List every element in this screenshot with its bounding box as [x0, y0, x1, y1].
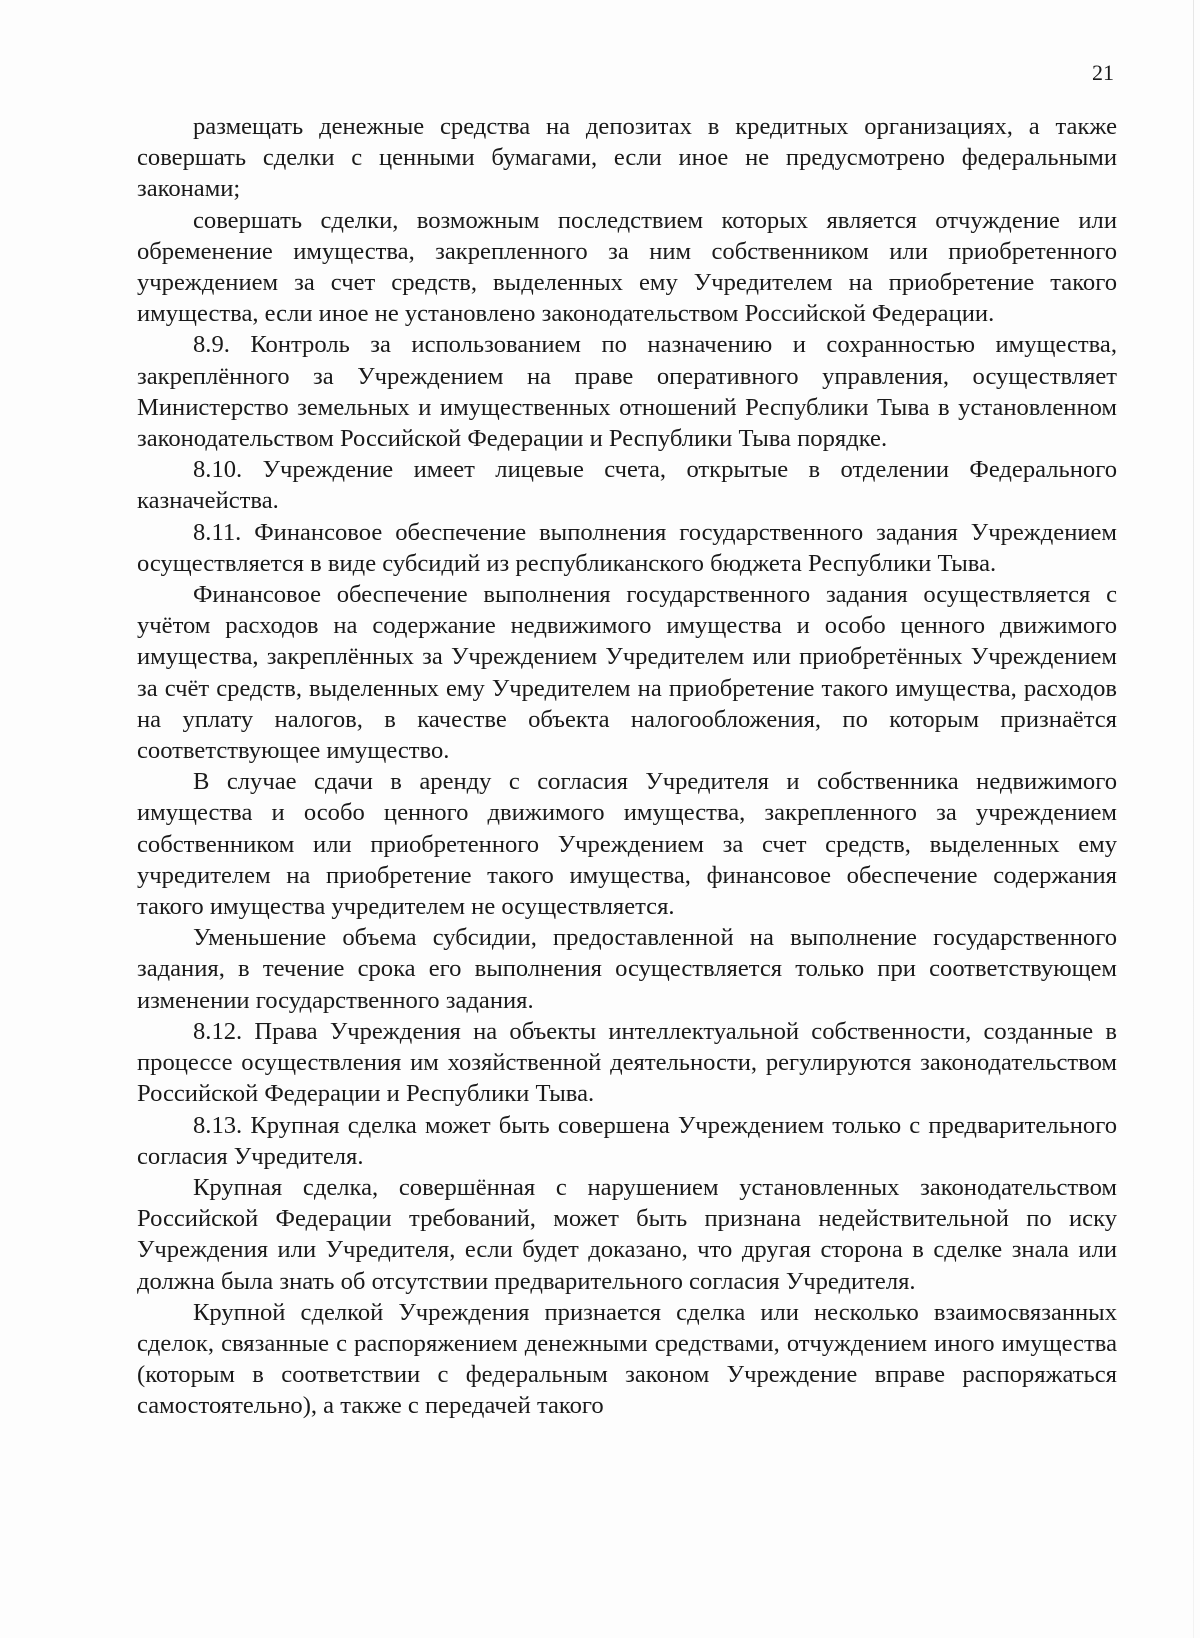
- page-number: 21: [1092, 60, 1114, 85]
- document-body: [137, 111, 1117, 1422]
- paragraph-subsidy-reduction: Уменьшение объема субсидии, предоставленной на выполнение государственного задания, в течение срока его выполнения осуществляется только при соответствующем изменении государственного задания.: [137, 924, 1117, 1014]
- paragraph-8-9: 8.9. Контроль за использованием по назначению и сохранностью имущества, закреплённого за Учреждением на праве оперативного управления, осуществляет Министерство земельных и имущественных отношений Республики Тыва в установленном законодательством Российской Федерации и Республики Тыва порядке.: [137, 331, 1117, 453]
- paragraph-major-deal-definition: Крупной сделкой Учреждения признается сделка или несколько взаимосвязанных сделок, связанные с распоряжением денежными средствами, отчуждением иного имущества (которым в соответствии с федеральным законом Учреждение вправе распоряжаться самостоятельно), а также с передачей такого: [137, 1298, 1117, 1420]
- paragraph-8-12: 8.12. Права Учреждения на объекты интеллектуальной собственности, созданные в процессе осуществления им хозяйственной деятельности, регулируются законодательством Российской Федерации и Республики Тыва.: [137, 1017, 1117, 1108]
- paragraph-deposits: размещать денежные средства на депозитах в кредитных организациях, а также совершать сделки с ценными бумагами, если иное не предусмотрено федеральными законами;: [137, 113, 1117, 203]
- paragraph-major-deal-invalid: Крупная сделка, совершённая с нарушением установленных законодательством Российской Федерации требований, может быть признана недействительной по иску Учреждения или Учредителя, если будет доказано, что другая сторона в сделке знала или должна была знать об отсутствии предварительного согласия Учредителя.: [137, 1173, 1117, 1295]
- paragraph-financing: Финансовое обеспечение выполнения государственного задания осуществляется с учётом расходов на содержание недвижимого имущества и особо ценного движимого имущества, закреплённых за Учреждением Учредителем или приобретённых Учреждением за счёт средств, выделенных ему Учредителем на приобретение такого имущества, расходов на уплату налогов, в качестве объекта налогообложения, по которым признаётся соответствующее имущество.: [137, 581, 1117, 765]
- scan-edge: [1193, 0, 1194, 1638]
- paragraph-8-13: 8.13. Крупная сделка может быть совершена Учреждением только с предварительного согласия Учредителя.: [137, 1111, 1117, 1170]
- paragraph-8-11: 8.11. Финансовое обеспечение выполнения государственного задания Учреждением осуществляется в виде субсидий из республиканского бюджета Республики Тыва.: [137, 518, 1117, 577]
- paragraph-8-10: 8.10. Учреждение имеет лицевые счета, открытые в отделении Федерального казначейства.: [137, 456, 1117, 515]
- paragraph-transactions: совершать сделки, возможным последствием которых является отчуждение или обременение имущества, закрепленного за ним собственником или приобретенного учреждением за счет средств, выделенных ему Учредителем на приобретение такого имущества, если иное не установлено законодательством Российской Федерации.: [137, 206, 1117, 328]
- paragraph-lease: В случае сдачи в аренду с согласия Учредителя и собственника недвижимого имущества и особо ценного движимого имущества, закрепленного за учреждением собственником или приобретенного Учреждением за счет средств, выделенных ему учредителем на приобретение такого имущества, финансовое обеспечение содержания такого имущества учредителем не осуществляется.: [137, 768, 1117, 921]
